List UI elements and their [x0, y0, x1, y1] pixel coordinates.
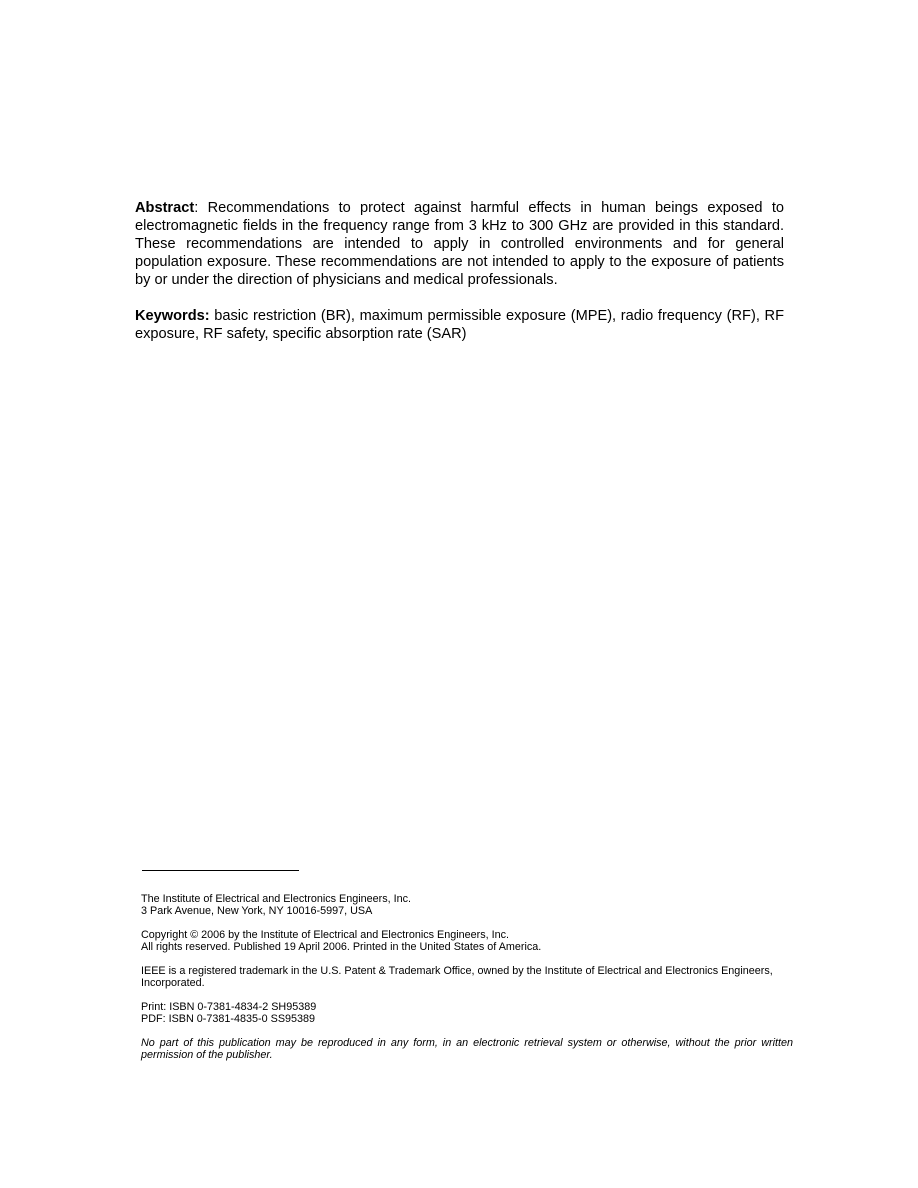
footnote-divider	[142, 870, 299, 871]
abstract-text: : Recommendations to protect against harmful effects in human beings exposed to electromagnetic fields in the frequency range from 3 kHz to 300 GHz are provided in this standard. These recommendations are intended to apply in controlled environments and for general population exposure. These recommendations are not intended to apply to the exposure of patients by or under the direction of physicians and medical professionals.	[135, 200, 784, 288]
copyright-line: Copyright © 2006 by the Institute of Electrical and Electronics Engineers, Inc.	[141, 929, 510, 941]
abstract-label: Abstract	[135, 200, 195, 216]
publisher-address: 3 Park Avenue, New York, NY 10016-5997, USA	[141, 905, 373, 917]
abstract-paragraph	[135, 199, 784, 289]
publisher-name: The Institute of Electrical and Electronics Engineers, Inc.	[141, 893, 412, 905]
front-matter-body	[135, 199, 784, 343]
keywords-paragraph	[135, 307, 784, 343]
keywords-text: basic restriction (BR), maximum permissible exposure (MPE), radio frequency (RF), RF exposure, RF safety, specific absorption rate (SAR)	[135, 308, 784, 342]
rights-line: All rights reserved. Published 19 April 2006. Printed in the United States of America.	[141, 941, 542, 953]
reproduction-notice: No part of this publication may be reproduced in any form, in an electronic retrieval system or otherwise, without the prior written permission of the publisher.	[141, 1037, 793, 1061]
keywords-label: Keywords:	[135, 308, 210, 324]
publisher-block	[141, 893, 793, 917]
isbn-print: Print: ISBN 0-7381-4834-2 SH95389	[141, 1001, 317, 1013]
trademark-notice: IEEE is a registered trademark in the U.S. Patent & Trademark Office, owned by the Institute of Electrical and Electronics Engineers, Incorporated.	[141, 965, 773, 989]
copyright-block	[141, 929, 793, 953]
isbn-block	[141, 1001, 793, 1025]
isbn-pdf: PDF: ISBN 0-7381-4835-0 SS95389	[141, 1013, 316, 1025]
publication-info	[141, 893, 793, 1073]
